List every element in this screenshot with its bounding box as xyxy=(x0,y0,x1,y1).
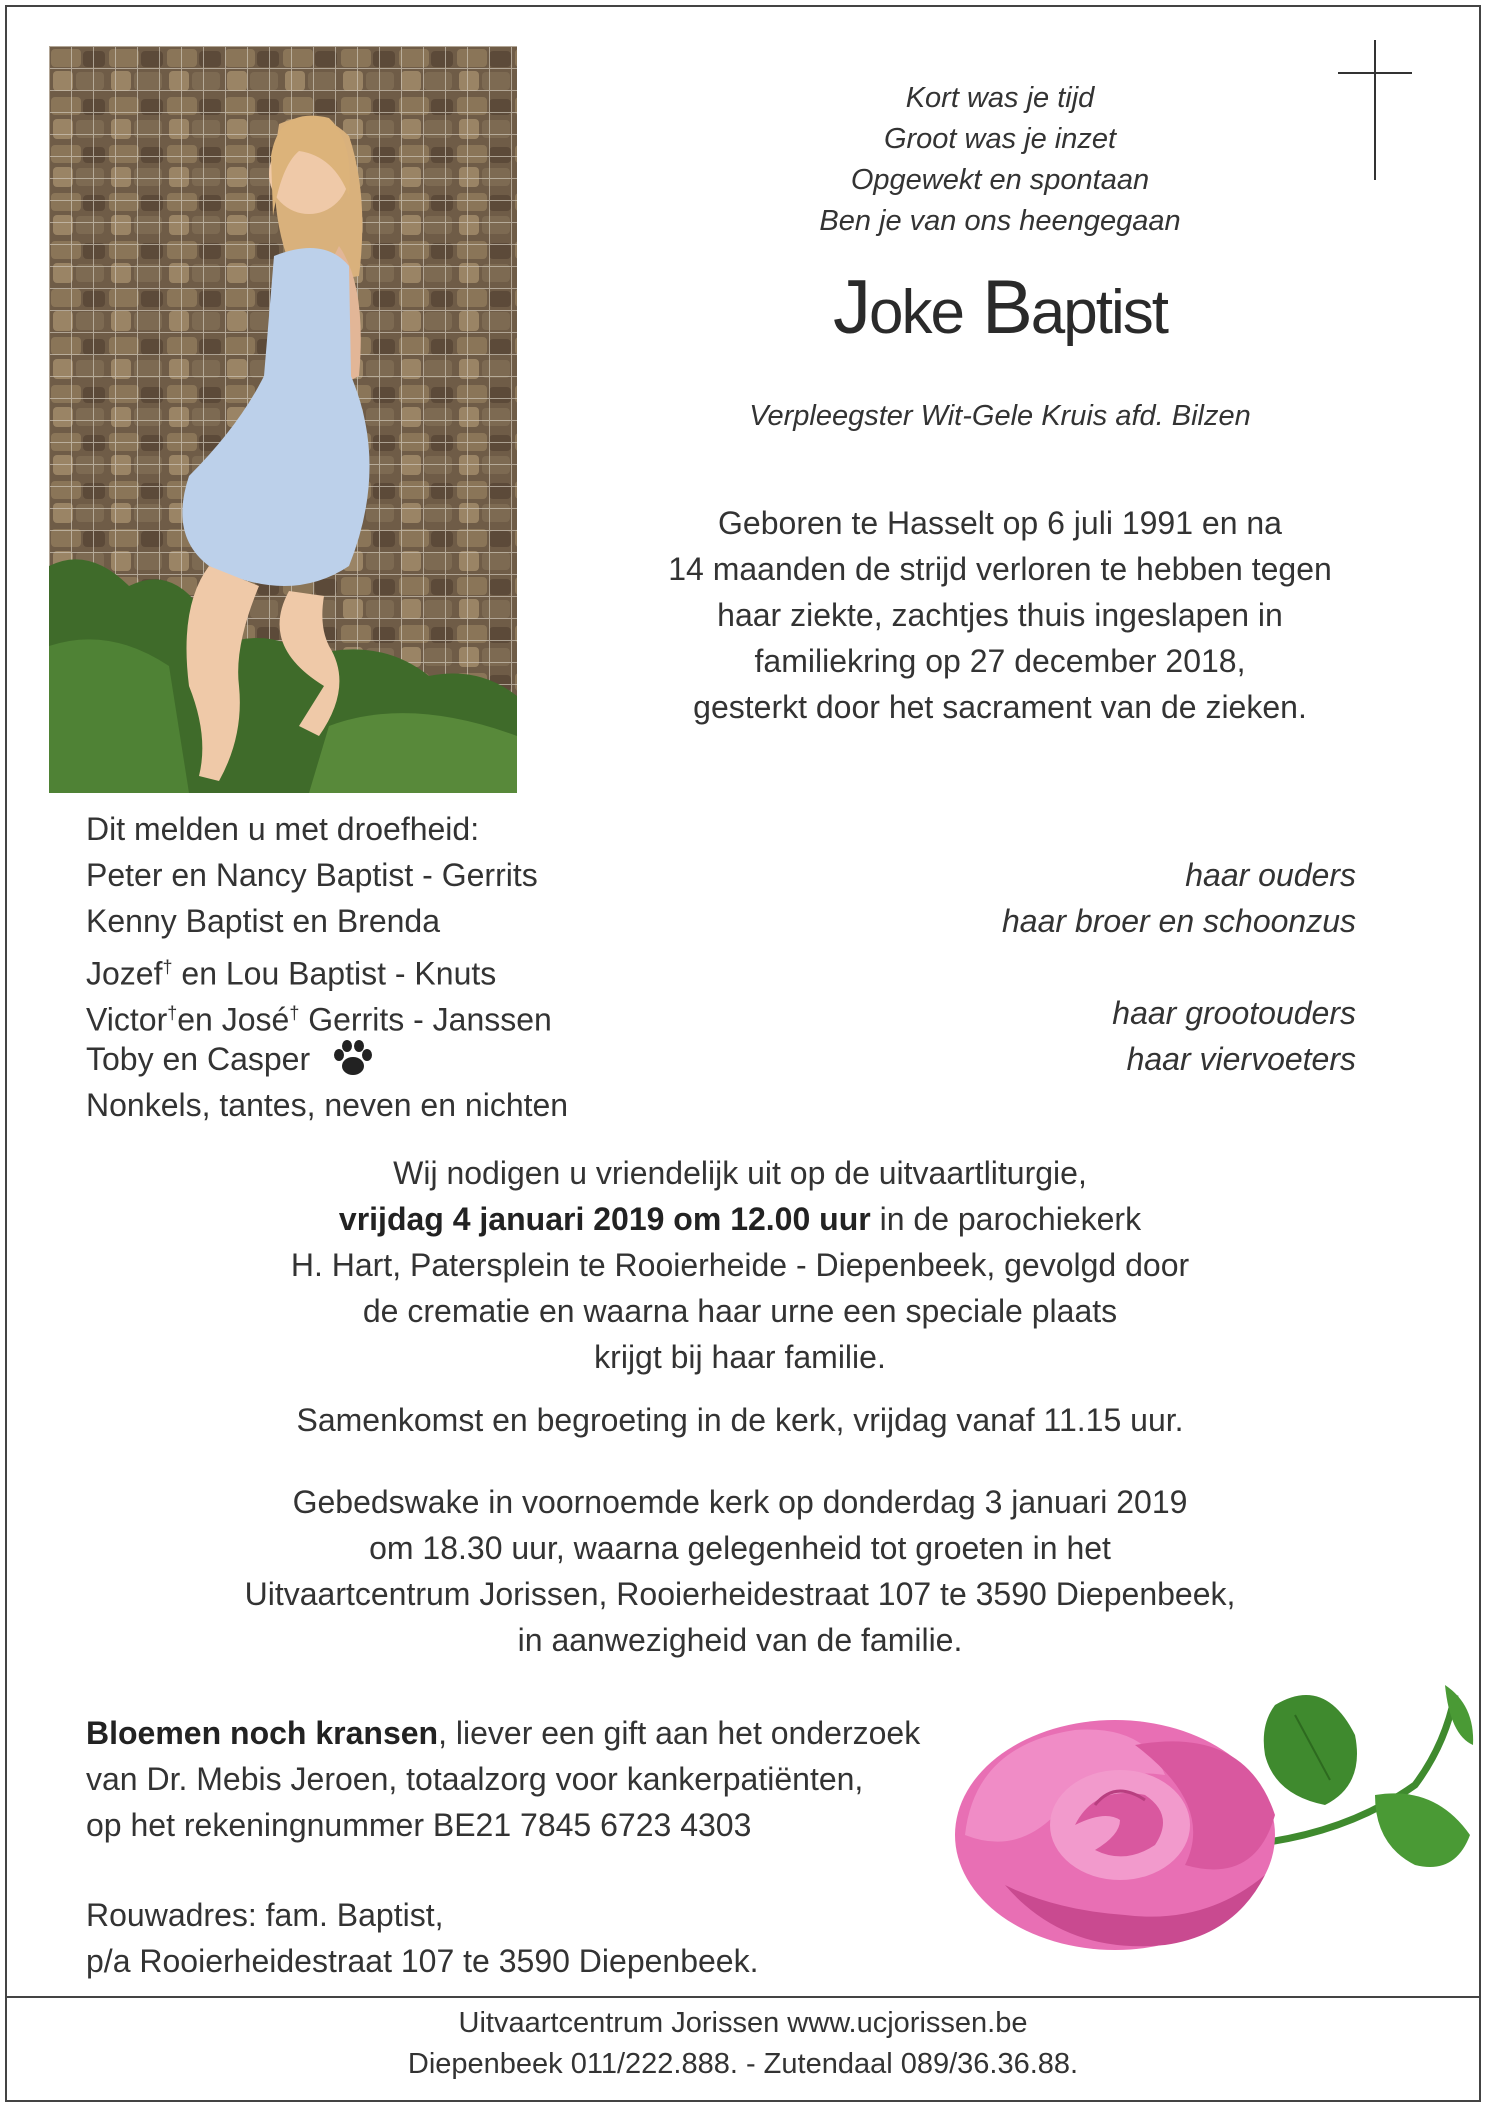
footer-divider xyxy=(5,1996,1481,1998)
family-name xyxy=(86,944,496,990)
birth-text xyxy=(620,500,1380,730)
birth-line: Geboren te Hasselt op 6 juli 1991 en na xyxy=(718,505,1282,541)
invite-line: krijgt bij haar familie. xyxy=(594,1339,886,1375)
family-list xyxy=(86,806,1356,1128)
footer-line-2: Diepenbeek 011/222.888. - Zutendaal 089/36.36.88. xyxy=(407,2048,1079,2080)
poem-line: Groot was je inzet xyxy=(883,123,1117,155)
footer-line-1: Uitvaartcentrum Jorissen www.ucjorissen.be xyxy=(458,2007,1028,2039)
footer xyxy=(5,2003,1481,2085)
rose-image xyxy=(945,1685,1475,1985)
name-last-initial: B xyxy=(982,265,1031,350)
vigil-line: om 18.30 uur, waarna gelegenheid tot groeten in het xyxy=(369,1530,1111,1566)
dagger-mark: † xyxy=(289,1003,300,1023)
family-row xyxy=(86,898,1356,944)
family-row xyxy=(86,1036,1356,1082)
name-last-rest: aptist xyxy=(1030,278,1167,347)
name-first-initial: J xyxy=(833,265,869,350)
birth-line: familiekring op 27 december 2018, xyxy=(754,643,1246,679)
vigil-line: in aanwezigheid van de familie. xyxy=(517,1622,963,1658)
family-name-part: Toby en Casper xyxy=(86,1041,311,1077)
family-name xyxy=(86,990,552,1036)
birth-line: gesterkt door het sacrament van de zieken. xyxy=(693,689,1307,725)
vigil-line: Uitvaartcentrum Jorissen, Rooierheidestraat 107 te 3590 Diepenbeek, xyxy=(244,1576,1236,1612)
portrait-photo xyxy=(49,46,517,793)
vigil-text xyxy=(160,1479,1320,1663)
family-row xyxy=(86,1082,1356,1128)
family-relation: haar broer en schoonzus xyxy=(1002,903,1356,939)
meeting-text: Samenkomst en begroeting in de kerk, vrijdag vanaf 11.15 uur. xyxy=(296,1402,1184,1438)
family-row xyxy=(86,852,1356,898)
family-name: Peter en Nancy Baptist - Gerrits xyxy=(86,857,538,893)
address-line: p/a Rooierheidestraat 107 te 3590 Diepenbeek. xyxy=(86,1943,759,1979)
family-relation: haar grootouders xyxy=(1112,995,1356,1031)
poem xyxy=(720,78,1280,242)
family-name: Nonkels, tantes, neven en nichten xyxy=(86,1087,569,1123)
invite-line: Wij nodigen u vriendelijk uit op de uitvaartliturgie, xyxy=(393,1155,1087,1191)
invite-line-rest: in de parochiekerk xyxy=(870,1201,1142,1237)
family-name: Kenny Baptist en Brenda xyxy=(86,903,441,939)
dagger-mark: † xyxy=(167,1003,178,1023)
deceased-name xyxy=(720,265,1280,350)
donation-line: op het rekeningnummer BE21 7845 6723 4303 xyxy=(86,1807,752,1843)
donation-text xyxy=(86,1710,986,1848)
family-name-part: Victor xyxy=(86,1001,168,1038)
family-name-part: Jozef xyxy=(86,955,163,992)
address-line: Rouwadres: fam. Baptist, xyxy=(86,1897,444,1933)
occupation: Verpleegster Wit-Gele Kruis afd. Bilzen xyxy=(749,400,1251,432)
donation-line-rest: , liever een gift aan het onderzoek xyxy=(438,1715,921,1751)
invite-line xyxy=(160,1196,1320,1242)
invite-line: de crematie en waarna haar urne een speciale plaats xyxy=(362,1293,1118,1329)
donation-line: van Dr. Mebis Jeroen, totaalzorg voor kankerpatiënten, xyxy=(86,1761,864,1797)
family-relation: haar ouders xyxy=(1185,857,1356,893)
vigil-line: Gebedswake in voornoemde kerk op donderdag 3 januari 2019 xyxy=(292,1484,1188,1520)
poem-line: Ben je van ons heengegaan xyxy=(819,205,1181,237)
family-relation: haar viervoeters xyxy=(1126,1041,1356,1077)
family-name-part: en José xyxy=(177,1001,290,1038)
cross-icon xyxy=(1335,40,1415,180)
mourning-address xyxy=(86,1892,986,1984)
donation-line xyxy=(86,1710,986,1756)
poem-line: Kort was je tijd xyxy=(905,82,1095,114)
funeral-date: vrijdag 4 januari 2019 om 12.00 uur xyxy=(338,1201,871,1237)
invite-line: H. Hart, Patersplein te Rooierheide - Diepenbeek, gevolgd door xyxy=(290,1247,1190,1283)
no-flowers-notice: Bloemen noch kransen xyxy=(86,1715,439,1751)
birth-line: 14 maanden de strijd verloren te hebben tegen xyxy=(668,551,1332,587)
poem-line: Opgewekt en spontaan xyxy=(850,164,1150,196)
family-name-part: en Lou Baptist - Knuts xyxy=(172,955,497,992)
family-name-part: Gerrits - Janssen xyxy=(299,1001,552,1038)
dagger-mark: † xyxy=(162,957,173,977)
funeral-invitation xyxy=(160,1150,1320,1380)
paw-icon xyxy=(330,1038,376,1078)
family-intro: Dit melden u met droefheid: xyxy=(86,811,480,847)
birth-line: haar ziekte, zachtjes thuis ingeslapen in xyxy=(717,597,1283,633)
family-row xyxy=(86,990,1356,1036)
family-row xyxy=(86,944,1356,990)
family-name xyxy=(86,1036,376,1082)
name-first-rest: oke xyxy=(869,278,963,347)
